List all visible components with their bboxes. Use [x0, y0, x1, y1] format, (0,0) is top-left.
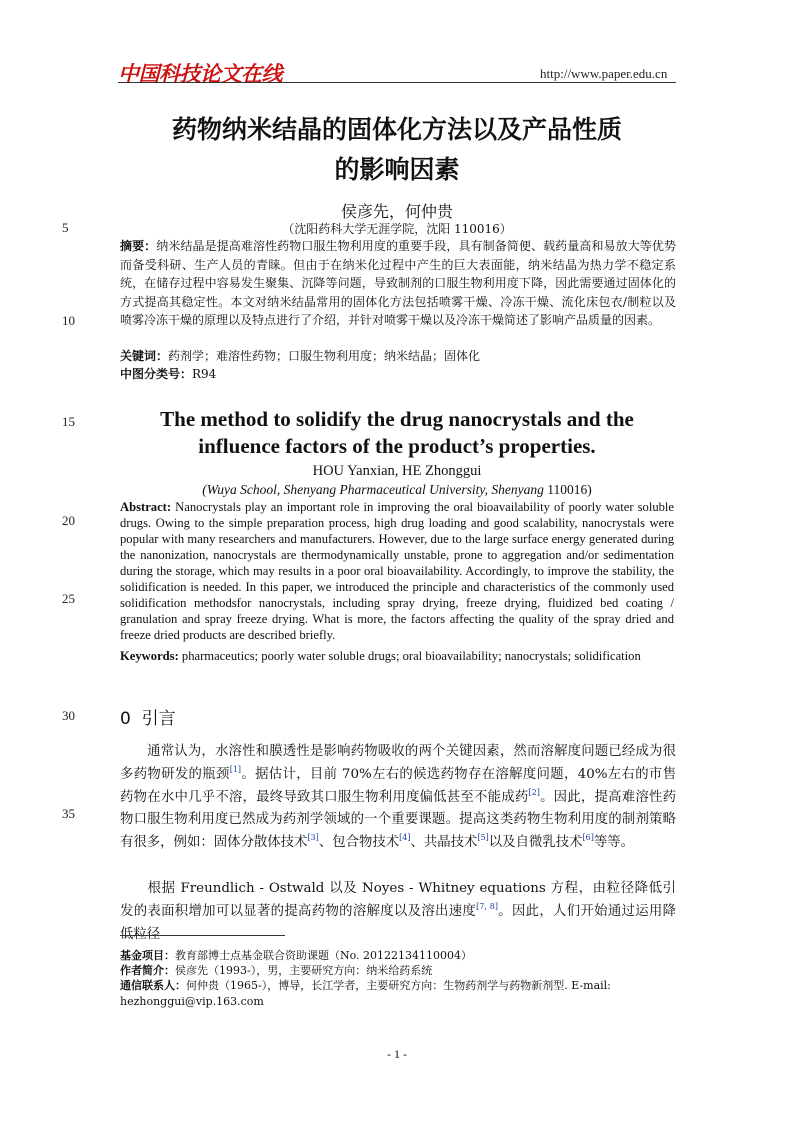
keywords-en-label: Keywords: — [120, 649, 179, 663]
abstract-en-text: Nanocrystals play an important role in improving the oral bioavailability of poorly water soluble drugs. Owing to the simple preparation process, high drug loading and good scalability, nanocrystals were popular with many researchers and manufacturers. However, due to the large surface energy generated during the nanonization, nanocrystals are thermodynamically unstable, prone to aggregation and/or sedimentation during the storage, which may results in a poor oral bioavailability. Accordingly, to improve the stability, the solidification is needed. In this paper, we introduced the principle and characteristics of the commonly used solidification methodsfor nanocrystals, including spray drying, freeze drying, fluidized bed coating / granulation and spray freeze drying. What is more, the factors affecting the quality of the spray dried and freeze dried products are described briefly. — [120, 500, 674, 642]
clc-text: R94 — [192, 367, 217, 381]
fund-text: 教育部博士点基金联合资助课题（No. 20122134110004） — [175, 949, 473, 962]
line-number: 35 — [62, 806, 75, 821]
clc-label: 中图分类号： — [120, 367, 193, 381]
affiliation-en-tail: 110016) — [547, 482, 592, 497]
abstract-en — [120, 499, 674, 643]
footnote-fund — [120, 948, 676, 964]
fund-label: 基金项目： — [120, 949, 175, 962]
line-number: 20 — [62, 513, 75, 528]
keywords-en — [120, 648, 674, 664]
abstract-cn-label: 摘要： — [120, 239, 157, 253]
body-text: 。因此，提高难溶性药物口服生物利用度已然成为药剂学领域的一个重要课题。提高这类药物生物利用度的制剂策略有很多，例如：固体分散体技术 — [120, 789, 677, 851]
keywords-en-text: pharmaceutics; poorly water soluble drugs; oral bioavailability; nanocrystals; solidification — [178, 649, 641, 663]
body-text: 。因此，人们开始通过运用降低粒径 — [120, 903, 677, 942]
body-paragraph-1 — [120, 741, 676, 855]
contact-text: 何仲贵（1965-），博导，长江学者，主要研究方向：生物药剂学与药物新剂型. E-mail: hezhonggui@vip.163.com — [120, 979, 611, 1008]
page-number: - 1 - — [387, 1047, 407, 1061]
body-text: 根据 Freundlich - Ostwald 以及 Noyes - Whitney equations 方程，由粒径降低引发的表面积增加可以显著的提高药物的溶解度以及溶出速度 — [120, 881, 676, 919]
citation-link[interactable]: [7, 8] — [476, 901, 498, 911]
section-title: 引言 — [141, 709, 176, 729]
line-number: 25 — [62, 591, 75, 606]
line-number: 5 — [62, 220, 69, 235]
keywords-cn-label: 关键词： — [120, 349, 169, 363]
citation-link[interactable]: [5] — [477, 833, 489, 843]
body-text: 、共晶技术 — [410, 835, 478, 851]
contact-label: 通信联系人： — [120, 979, 186, 992]
line-number: 15 — [62, 414, 75, 429]
body-paragraph-2 — [120, 878, 676, 946]
citation-link[interactable]: [3] — [307, 833, 319, 843]
author-text: 侯彦先（1993-），男，主要研究方向：纳米给药系统 — [175, 964, 433, 977]
footnote-contact — [120, 978, 676, 1009]
body-text: 、包合物技术 — [318, 835, 400, 851]
body-text: 通常认为，水溶性和膜透性是影响药物吸收的两个关键因素，然而溶解度问题已经成为很多药物研发的瓶颈 — [120, 744, 676, 782]
affiliation-cn: （沈阳药科大学无涯学院，沈阳 110016） — [282, 222, 512, 236]
abstract-cn — [120, 237, 676, 330]
affiliation-en-italic: (Wuya School, Shenyang Pharmaceutical University, Shenyang — [202, 482, 548, 497]
abstract-en-label: Abstract: — [120, 500, 172, 514]
footnote-author — [120, 963, 676, 979]
journal-logo: 中国科技论文在线 — [118, 62, 282, 86]
authors-en: HOU Yanxian, HE Zhonggui — [312, 463, 482, 479]
title-en-line-2: influence factors of the product’s properties. — [198, 434, 596, 458]
title-cn-line-2: 的影响因素 — [334, 155, 460, 184]
citation-link[interactable]: [1] — [229, 764, 242, 774]
line-number: 30 — [62, 708, 75, 723]
header-rule — [118, 82, 676, 83]
authors-cn: 侯彦先，何仲贵 — [340, 202, 453, 221]
clc-number — [120, 365, 676, 384]
body-text: 等等。 — [593, 835, 635, 851]
body-text: 以及自微乳技术 — [488, 835, 583, 851]
citation-link[interactable]: [2] — [528, 787, 540, 797]
header-url[interactable]: http://www.paper.edu.cn — [540, 66, 668, 81]
author-label: 作者简介： — [120, 964, 175, 977]
citation-link[interactable]: [4] — [399, 833, 411, 843]
title-en-line-1: The method to solidify the drug nanocrystals and the — [160, 407, 634, 431]
section-number: 0 — [120, 709, 131, 729]
line-number: 10 — [62, 313, 75, 328]
citation-link[interactable]: [6] — [582, 833, 594, 843]
abstract-cn-text: 纳米结晶是提高难溶性药物口服生物利用度的重要手段，具有制备简便、载药量高和易放大等优势而备受科研、生产人员的青睐。但由于在纳米化过程中产生的巨大表面能，纳米结晶为热力学不稳定系统，在储存过程中容易发生聚集、沉降等问题，导致制剂的口服生物利用度下降，因此需要通过固体化的方式提高其稳定性。本文对纳米结晶常用的固体化方法包括喷雾干燥、冷冻干燥、流化床包衣/制粒以及喷雾冷冻干燥的原理以及特点进行了介绍，并针对喷雾干燥以及冷冻干燥简述了影响产品质量的因素。 — [120, 239, 676, 327]
title-cn-line-1: 药物纳米结晶的固体化方法以及产品性质 — [171, 115, 622, 144]
keywords-cn-text: 药剂学；难溶性药物；口服生物利用度；纳米结晶；固体化 — [168, 349, 481, 363]
footnote-rule — [120, 935, 285, 936]
keywords-cn — [120, 347, 676, 366]
section-heading-introduction — [120, 704, 176, 729]
body-text: 。据估计，目前 70%左右的候选药物存在溶解度问题，40%左右的市售药物在水中几乎不溶，最终导致其口服生物利用度偏低甚至不能成药 — [120, 766, 677, 805]
affiliation-en — [120, 482, 674, 498]
